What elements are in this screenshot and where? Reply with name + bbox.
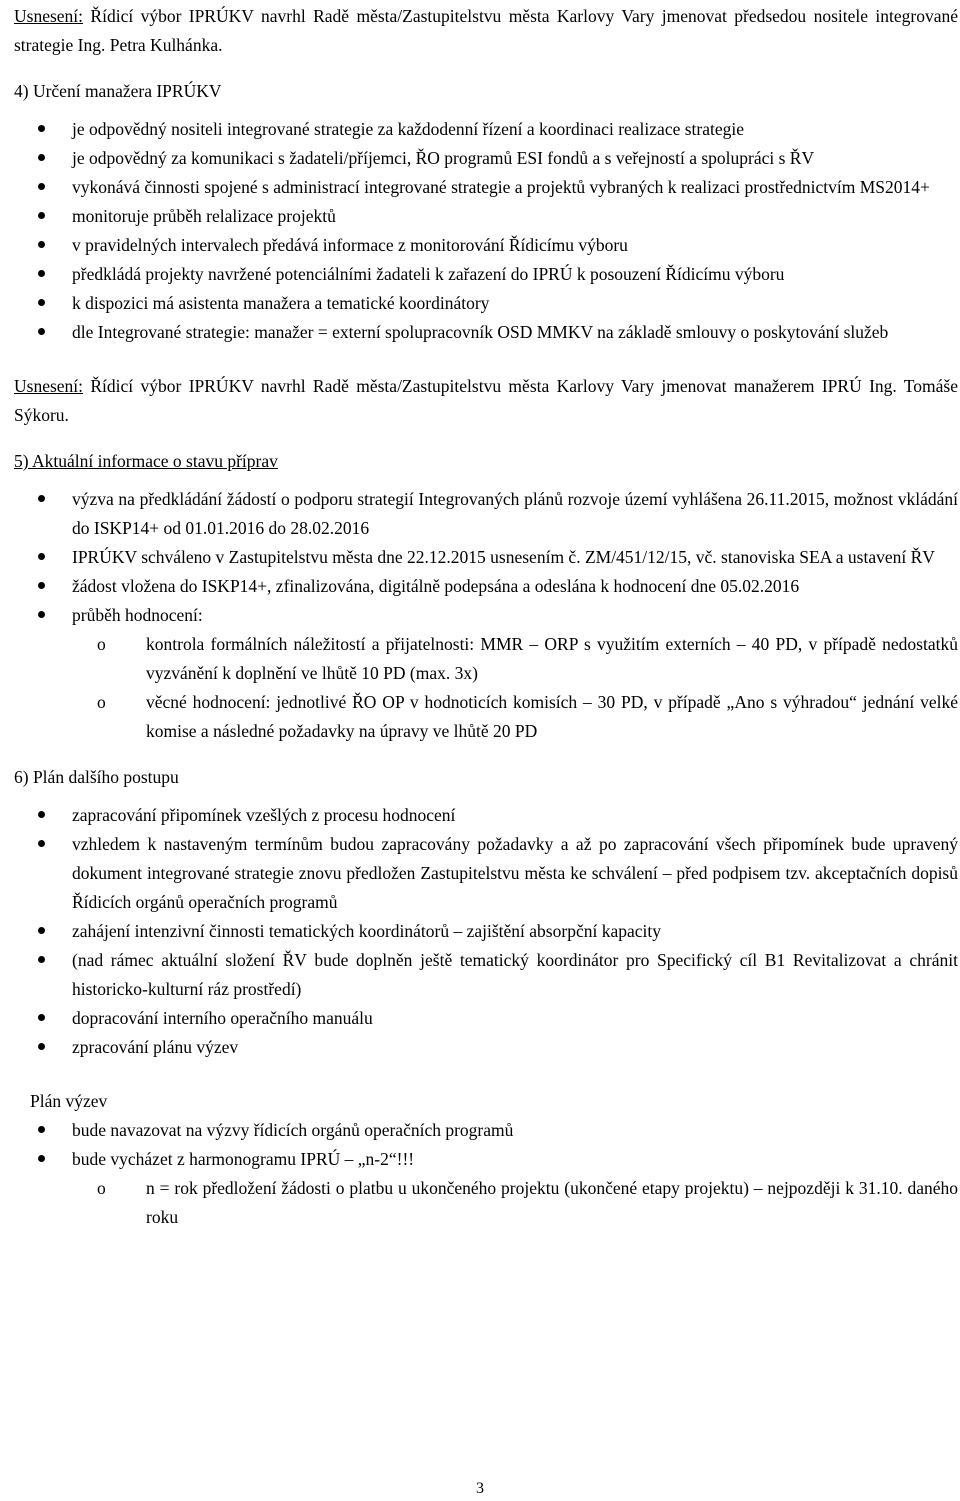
sub-item-text: kontrola formálních náležitostí a přijatelnosti: MMR – ORP s využitím externích – 40 PD, v případě nedostatků vyzvánění k doplnění ve lhůtě 10 PD (max. 3x) bbox=[146, 634, 958, 683]
sub-list-item bbox=[14, 630, 958, 688]
resolution-1 bbox=[14, 2, 958, 60]
section-4-list bbox=[14, 115, 958, 347]
sub-bullet-marker: o bbox=[97, 692, 106, 712]
list-item: vzhledem k nastaveným termínům budou zapracovány požadavky a až po zapracování všech připomínek bude upravený dokument integrované strategie znovu předložen Zastupitelstvu města ke schválení – před podpisem tzv. akceptačních dopisů Řídicích orgánů operačních programů bbox=[14, 830, 958, 917]
list-item: je odpovědný nositeli integrované strategie za každodenní řízení a koordinaci realizace strategie bbox=[14, 115, 958, 144]
list-item: bude navazovat na výzvy řídicích orgánů operačních programů bbox=[14, 1116, 958, 1145]
plan-heading: Plán výzev bbox=[30, 1091, 108, 1111]
section-4-heading: 4) Určení manažera IPRÚKV bbox=[14, 81, 222, 101]
list-item: (nad rámec aktuální složení ŘV bude doplněn ještě tematický koordinátor pro Specifický cíl B1 Revitalizovat a chránit historicko-kulturní ráz prostředí) bbox=[14, 946, 958, 1004]
plan-list bbox=[14, 1116, 958, 1174]
list-item: IPRÚKV schváleno v Zastupitelstvu města dne 22.12.2015 usnesením č. ZM/451/12/15, vč. stanoviska SEA a ustavení ŘV bbox=[14, 543, 958, 572]
sub-bullet-marker: o bbox=[97, 1178, 106, 1198]
sub-list-item bbox=[14, 1174, 958, 1232]
list-item: dle Integrované strategie: manažer = externí spolupracovník OSD MMKV na základě smlouvy o poskytování služeb bbox=[14, 318, 958, 347]
list-item: k dispozici má asistenta manažera a tematické koordinátory bbox=[14, 289, 958, 318]
list-item: zahájení intenzivní činnosti tematických koordinátorů – zajištění absorpční kapacity bbox=[14, 917, 958, 946]
resolution-label: Usnesení: bbox=[14, 376, 84, 396]
list-item: bude vycházet z harmonogramu IPRÚ – „n-2“!!! bbox=[14, 1145, 958, 1174]
section-5-sublist bbox=[14, 630, 958, 746]
list-item: dopracování interního operačního manuálu bbox=[14, 1004, 958, 1033]
list-item: je odpovědný za komunikaci s žadateli/příjemci, ŘO programů ESI fondů a s veřejností a spolupráci s ŘV bbox=[14, 144, 958, 173]
list-item: žádost vložena do ISKP14+, zfinalizována, digitálně podepsána a odeslána k hodnocení dne 05.02.2016 bbox=[14, 572, 958, 601]
sub-list-item bbox=[14, 688, 958, 746]
section-6-heading: 6) Plán dalšího postupu bbox=[14, 767, 179, 787]
section-6-list bbox=[14, 801, 958, 1062]
list-item: předkládá projekty navržené potenciálními žadateli k zařazení do IPRÚ k posouzení Řídicímu výboru bbox=[14, 260, 958, 289]
list-item: zpracování plánu výzev bbox=[14, 1033, 958, 1062]
list-item: výzva na předkládání žádostí o podporu strategií Integrovaných plánů rozvoje území vyhlášena 26.11.2015, možnost vkládání do ISKP14+ od 01.01.2016 do 28.02.2016 bbox=[14, 485, 958, 543]
plan-sublist bbox=[14, 1174, 958, 1232]
section-5-heading: 5) Aktuální informace o stavu příprav bbox=[14, 451, 278, 471]
sub-item-text: n = rok předložení žádosti o platbu u ukončeného projektu (ukončené etapy projektu) – nejpozději k 31.10. daného roku bbox=[146, 1178, 958, 1227]
resolution-text: Řídicí výbor IPRÚKV navrhl Radě města/Zastupitelstvu města Karlovy Vary jmenovat předsedou nositele integrované strategie Ing. Petra Kulhánka. bbox=[14, 6, 958, 55]
section-5-list bbox=[14, 485, 958, 630]
resolution-text: Řídicí výbor IPRÚKV navrhl Radě města/Zastupitelstvu města Karlovy Vary jmenovat manažerem IPRÚ Ing. Tomáše Sýkoru. bbox=[14, 376, 958, 425]
document-page bbox=[14, 2, 958, 1232]
list-item: monitoruje průběh relalizace projektů bbox=[14, 202, 958, 231]
list-item: vykonává činnosti spojené s administrací integrované strategie a projektů vybraných k realizaci prostřednictvím MS2014+ bbox=[14, 173, 958, 202]
list-item: zapracování připomínek vzešlých z procesu hodnocení bbox=[14, 801, 958, 830]
resolution-2 bbox=[14, 372, 958, 430]
list-item: v pravidelných intervalech předává informace z monitorování Řídicímu výboru bbox=[14, 231, 958, 260]
sub-bullet-marker: o bbox=[97, 634, 106, 654]
sub-item-text: věcné hodnocení: jednotlivé ŘO OP v hodnoticích komisích – 30 PD, v případě „Ano s výhradou“ jednání velké komise a následné požadavky na úpravy ve lhůtě 20 PD bbox=[146, 692, 958, 741]
resolution-label: Usnesení: bbox=[14, 6, 84, 26]
list-item: průběh hodnocení: bbox=[14, 601, 958, 630]
page-number: 3 bbox=[476, 1480, 484, 1497]
